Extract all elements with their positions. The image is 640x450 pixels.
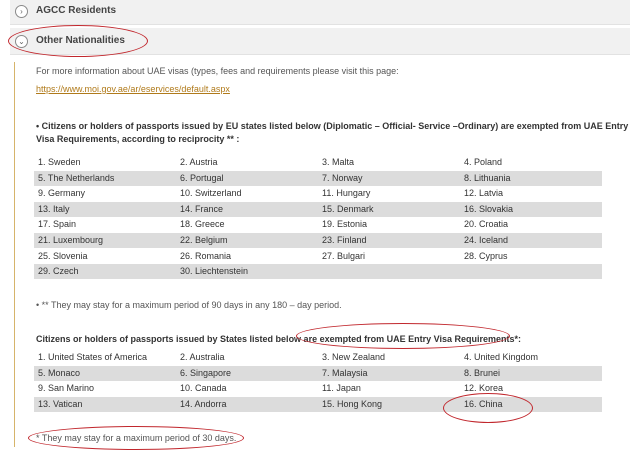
table-row xyxy=(34,155,602,170)
country-cell: 17. Spain xyxy=(38,219,77,230)
country-cell: 22. Belgium xyxy=(180,235,228,245)
country-cell: 8. Lithuania xyxy=(464,172,511,183)
eu-heading-line1: • Citizens or holders of passports issued by EU states listed below (Diplomatic – Official- Service –Ordinary) are exempted from UAE Entry xyxy=(36,121,629,131)
country-cell: 2. Austria xyxy=(180,157,218,167)
country-cell: 10. Canada xyxy=(180,383,227,394)
country-cell: 18. Greece xyxy=(180,219,225,230)
table-row xyxy=(34,397,602,412)
country-cell: 16. China xyxy=(464,398,503,409)
country-cell: 25. Slovenia xyxy=(38,250,88,261)
intro-text: For more information about UAE visas (types, fees and requirements please visit this page: xyxy=(36,66,399,76)
table-row xyxy=(34,202,602,217)
country-cell: 12. Korea xyxy=(464,383,504,394)
table-row xyxy=(34,186,602,201)
country-cell: 5. Monaco xyxy=(38,367,81,378)
panel-border xyxy=(14,62,15,447)
country-cell: 13. Italy xyxy=(38,203,70,214)
accordion-title: Other Nationalities xyxy=(36,35,125,46)
table-row xyxy=(34,249,602,264)
country-cell: 4. United Kingdom xyxy=(464,352,539,362)
country-cell: 11. Japan xyxy=(322,383,361,394)
country-cell: 8. Brunei xyxy=(464,367,501,378)
accordion-title: AGCC Residents xyxy=(36,5,117,16)
table-row xyxy=(34,366,602,381)
country-cell: 19. Estonia xyxy=(322,219,368,230)
country-cell: 14. France xyxy=(180,203,224,214)
table-row xyxy=(34,171,602,186)
country-cell: 9. Germany xyxy=(38,188,86,199)
table-row xyxy=(34,264,602,279)
accordion-other-nationalities[interactable] xyxy=(10,28,630,55)
other-heading: Citizens or holders of passports issued by States listed below are exempted from UAE Entry Visa Requirements*: xyxy=(36,334,521,344)
country-cell: 6. Portugal xyxy=(180,172,224,183)
accordion-agcc-residents[interactable] xyxy=(10,0,630,25)
country-cell: 24. Iceland xyxy=(464,235,509,245)
country-cell: 3. Malta xyxy=(322,157,355,167)
country-cell: 27. Bulgari xyxy=(322,250,366,261)
table-row xyxy=(34,233,602,248)
other-note: * They may stay for a maximum period of 30 days. xyxy=(36,433,237,443)
country-cell: 16. Slovakia xyxy=(464,203,514,214)
country-cell: 15. Hong Kong xyxy=(322,398,383,409)
country-cell: 6. Singapore xyxy=(180,367,232,378)
country-cell: 7. Malaysia xyxy=(322,367,368,378)
country-cell: 9. San Marino xyxy=(38,383,95,394)
country-cell: 10. Switzerland xyxy=(180,188,242,199)
eu-note: • ** They may stay for a maximum period of 90 days in any 180 – day period. xyxy=(36,300,342,310)
country-cell: 3. New Zealand xyxy=(322,352,386,362)
moi-link[interactable]: https://www.moi.gov.ae/ar/eservices/default.aspx xyxy=(36,84,230,94)
country-cell: 7. Norway xyxy=(322,172,363,183)
country-cell: 26. Romania xyxy=(180,250,232,261)
country-cell: 13. Vatican xyxy=(38,398,83,409)
eu-heading-line2: Visa Requirements, according to reciprocity ** : xyxy=(36,134,240,144)
country-cell: 11. Hungary xyxy=(322,188,371,199)
country-cell: 23. Finland xyxy=(322,235,367,245)
country-cell: 21. Luxembourg xyxy=(38,235,104,245)
country-cell: 4. Poland xyxy=(464,157,503,167)
country-cell: 28. Cyprus xyxy=(464,250,508,261)
country-cell: 20. Croatia xyxy=(464,219,509,230)
country-cell: 1. Sweden xyxy=(38,157,81,167)
country-cell: 5. The Netherlands xyxy=(38,172,115,183)
country-cell: 14. Andorra xyxy=(180,398,227,409)
country-cell: 1. United States of America xyxy=(38,352,148,362)
table-row xyxy=(34,217,602,232)
chevron-down-icon: ⌄ xyxy=(15,35,28,48)
table-row xyxy=(34,381,602,396)
country-cell: 2. Australia xyxy=(180,352,225,362)
chevron-right-icon: › xyxy=(15,5,28,18)
country-cell: 30. Liechtenstein xyxy=(180,266,249,277)
country-cell: 12. Latvia xyxy=(464,188,504,199)
country-cell: 29. Czech xyxy=(38,266,79,277)
table-row xyxy=(34,350,602,365)
country-cell: 15. Denmark xyxy=(322,203,374,214)
